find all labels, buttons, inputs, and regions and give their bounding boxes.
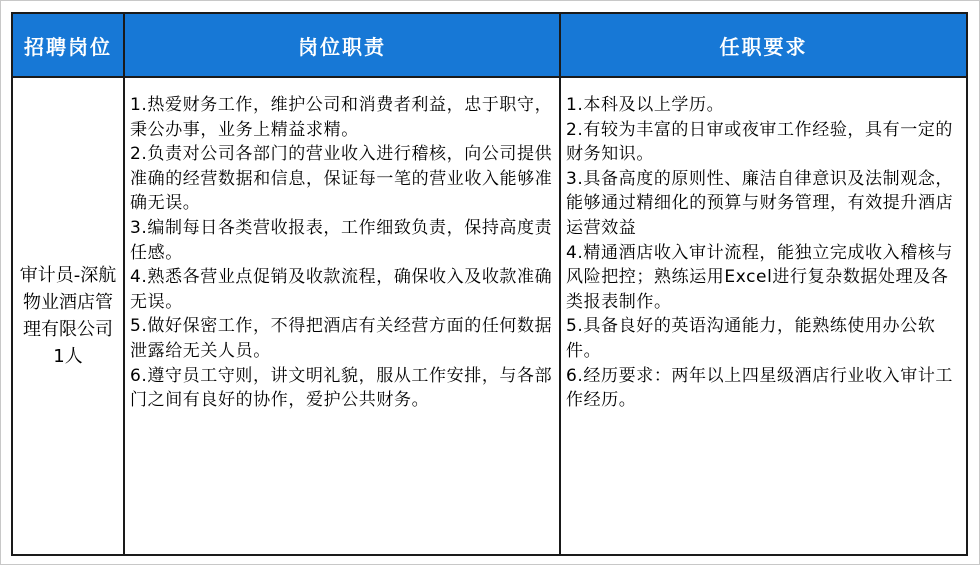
requirement-item: 3.具备高度的原则性、廉洁自律意识及法制观念，能够通过精细化的预算与财务管理，有效提升酒店运营效益 xyxy=(566,168,954,238)
position-cell xyxy=(12,77,124,555)
duties-cell xyxy=(124,77,560,555)
header-duties: 岗位职责 xyxy=(124,13,560,77)
position-count: 1人 xyxy=(53,346,83,367)
job-table xyxy=(11,12,968,556)
requirements-cell xyxy=(560,77,967,555)
duty-item: 6.遵守员工守则，讲文明礼貌，服从工作安排，与各部门之间有良好的协作，爱护公共财务。 xyxy=(130,365,553,411)
requirement-item: 6.经历要求：两年以上四星级酒店行业收入审计工作经历。 xyxy=(566,365,954,411)
requirement-item: 5.具备良好的英语沟通能力，能熟练使用办公软件。 xyxy=(566,316,936,361)
header-position: 招聘岗位 xyxy=(12,13,124,77)
requirement-item: 4.精通酒店收入审计流程，能独立完成收入稽核与风险把控；熟练运用Excel进行复杂数据处理及各类报表制作。 xyxy=(566,242,954,312)
duty-item: 2.负责对公司各部门的营业收入进行稽核，向公司提供准确的经营数据和信息，保证每一笔的营业收入能够准确无误。 xyxy=(130,144,553,214)
duty-item: 4.熟悉各营业点促销及收款流程，确保收入及收款准确无误。 xyxy=(130,267,553,312)
table-row xyxy=(12,77,967,555)
header-requirements: 任职要求 xyxy=(560,13,967,77)
duty-item: 5.做好保密工作，不得把酒店有关经营方面的任何数据泄露给无关人员。 xyxy=(130,316,553,361)
duty-item: 1.热爱财务工作，维护公司和消费者利益，忠于职守，秉公办事，业务上精益求精。 xyxy=(130,95,553,140)
requirement-item: 1.本科及以上学历。 xyxy=(566,95,725,115)
table-header-row xyxy=(12,13,967,77)
requirement-item: 2.有较为丰富的日审或夜审工作经验，具有一定的财务知识。 xyxy=(566,119,954,165)
position-name: 审计员-深航物业酒店管理有限公司 xyxy=(19,265,117,340)
duty-item: 3.编制每日各类营收报表，工作细致负责，保持高度责任感。 xyxy=(130,217,553,263)
